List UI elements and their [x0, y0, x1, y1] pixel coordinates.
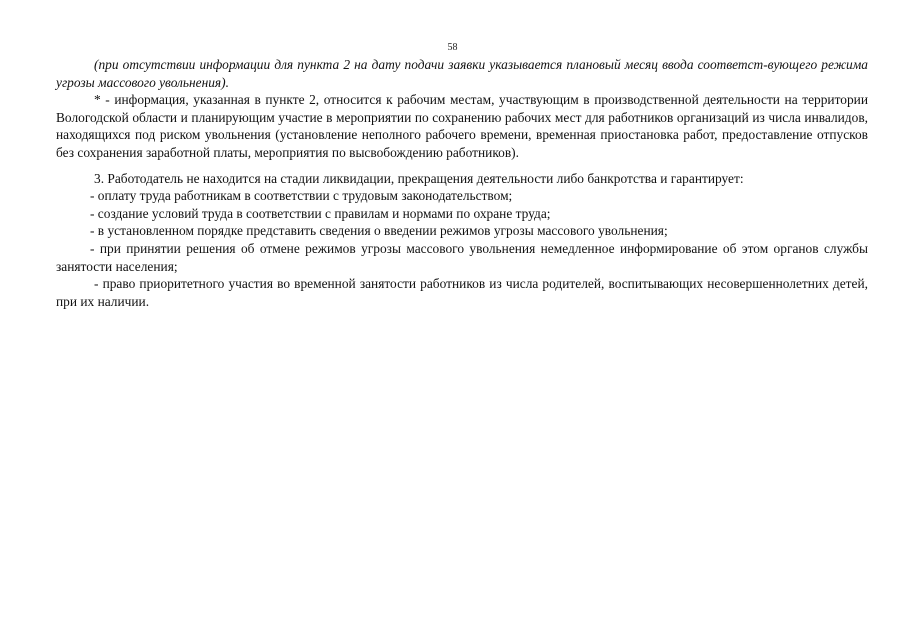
footnote-paragraph: * - информация, указанная в пункте 2, относится к рабочим местам, участвующим в производственной деятельности на территории Вологодской области и планирующим участие в мероприятии по сохранению рабочих мест для работников организаций из числа инвалидов, находящихся под риском увольнения (установление неполного рабочего времени, временная приостановка работ, предоставление отпусков без сохранения заработной платы, мероприятия по высвобождению работников). [56, 92, 868, 160]
guarantee-item: - создание условий труда в соответствии с правилам и нормами по охране труда; [90, 205, 551, 221]
document-body [56, 56, 868, 310]
page-number: 58 [447, 42, 458, 53]
guarantee-item: - в установленном порядке представить сведения о введении режимов угрозы массового увольнения; [90, 223, 668, 239]
guarantee-item: - оплату труда работникам в соответствии с трудовым законодательством; [90, 188, 513, 204]
note-italic: (при отсутствии информации для пункта 2 на дату подачи заявки указывается плановый месяц ввода соответст-вующего режима угрозы массового увольнения). [56, 57, 868, 90]
paragraph-gap [56, 162, 868, 170]
guarantee-item: - при принятии решения об отмене режимов угрозы массового увольнения немедленное информирование об этом органов службы занятости населения; [56, 240, 868, 274]
section-3-intro: 3. Работодатель не находится на стадии ликвидации, прекращения деятельности либо банкротства и гарантирует: [94, 170, 744, 186]
guarantee-item: - право приоритетного участия во временной занятости работников из числа родителей, воспитывающих несовершеннолетних детей, при их наличии. [56, 276, 868, 309]
